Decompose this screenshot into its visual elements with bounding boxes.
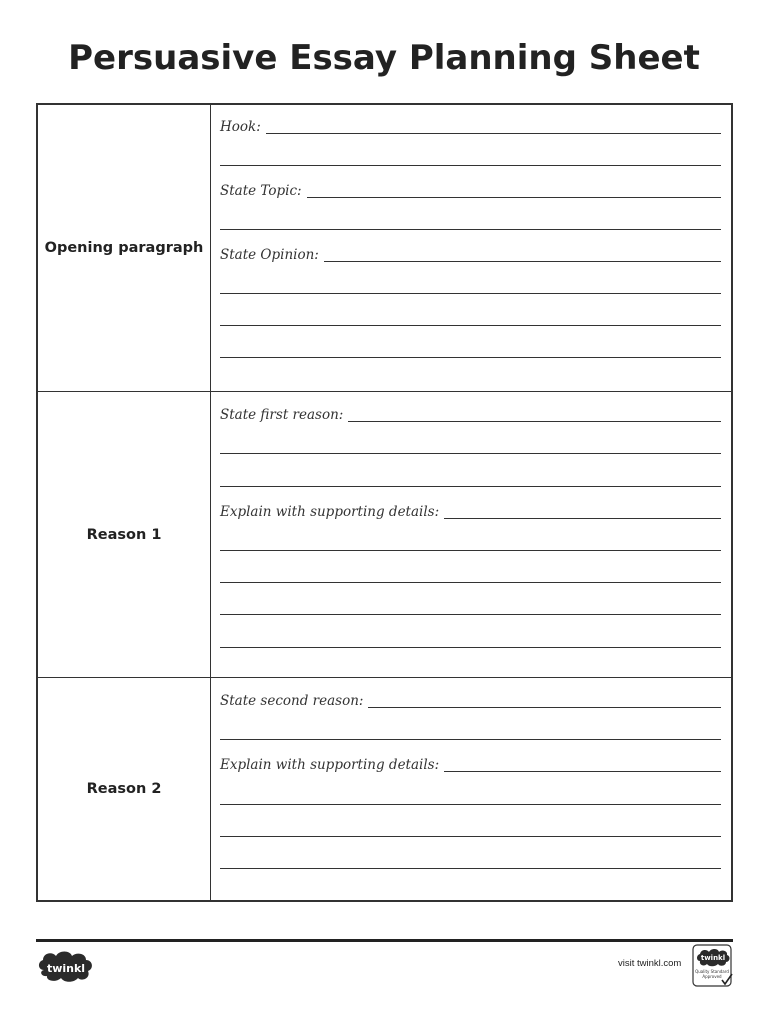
- explain-details-prompt: Explain with supporting details:: [220, 504, 440, 520]
- page-title: Persuasive Essay Planning Sheet: [68, 38, 700, 78]
- opening-paragraph-row: [38, 105, 731, 391]
- reason-1-row: [38, 391, 731, 677]
- hook-line[interactable]: [220, 115, 721, 135]
- writing-line[interactable]: [220, 818, 721, 838]
- visit-link[interactable]: visit twinkl.com: [618, 958, 682, 969]
- row-content: [211, 392, 731, 677]
- state-opinion-prompt: State Opinion:: [220, 247, 319, 263]
- explain-details-line[interactable]: [220, 500, 721, 520]
- explain-details-line[interactable]: [220, 753, 721, 773]
- state-second-reason-line[interactable]: [220, 689, 721, 709]
- state-opinion-line[interactable]: [220, 243, 721, 263]
- footer-divider: [36, 939, 733, 942]
- state-first-reason-prompt: State first reason:: [220, 407, 344, 423]
- hook-prompt: Hook:: [220, 119, 261, 135]
- writing-line[interactable]: [220, 275, 721, 295]
- writing-line[interactable]: [220, 532, 721, 552]
- state-second-reason-prompt: State second reason:: [220, 693, 364, 709]
- state-topic-line[interactable]: [220, 179, 721, 199]
- writing-line[interactable]: [220, 629, 721, 649]
- quality-standard-badge: [692, 944, 734, 988]
- row-label: Opening paragraph: [38, 105, 211, 391]
- state-first-reason-line[interactable]: [220, 403, 721, 423]
- writing-line[interactable]: [220, 596, 721, 616]
- state-topic-prompt: State Topic:: [220, 183, 302, 199]
- row-label: Reason 2: [38, 678, 211, 900]
- writing-line[interactable]: [220, 564, 721, 584]
- row-label: Reason 1: [38, 392, 211, 677]
- badge-brand: twinkl: [700, 954, 726, 962]
- writing-line[interactable]: [220, 307, 721, 327]
- writing-line[interactable]: [220, 721, 721, 741]
- badge-line2: Approved: [702, 974, 722, 979]
- writing-line[interactable]: [220, 435, 721, 455]
- writing-line[interactable]: [220, 211, 721, 231]
- writing-line[interactable]: [220, 786, 721, 806]
- writing-line[interactable]: [220, 147, 721, 167]
- logo-text: twinkl: [46, 962, 86, 975]
- reason-2-row: [38, 677, 731, 900]
- badge-line1: Quality Standard: [695, 969, 729, 974]
- explain-details-prompt: Explain with supporting details:: [220, 757, 440, 773]
- planning-table: [36, 103, 733, 902]
- row-content: [211, 105, 731, 391]
- writing-line[interactable]: [220, 339, 721, 359]
- writing-line[interactable]: [220, 468, 721, 488]
- writing-line[interactable]: [220, 850, 721, 870]
- row-content: [211, 678, 731, 900]
- twinkl-logo[interactable]: [36, 948, 96, 986]
